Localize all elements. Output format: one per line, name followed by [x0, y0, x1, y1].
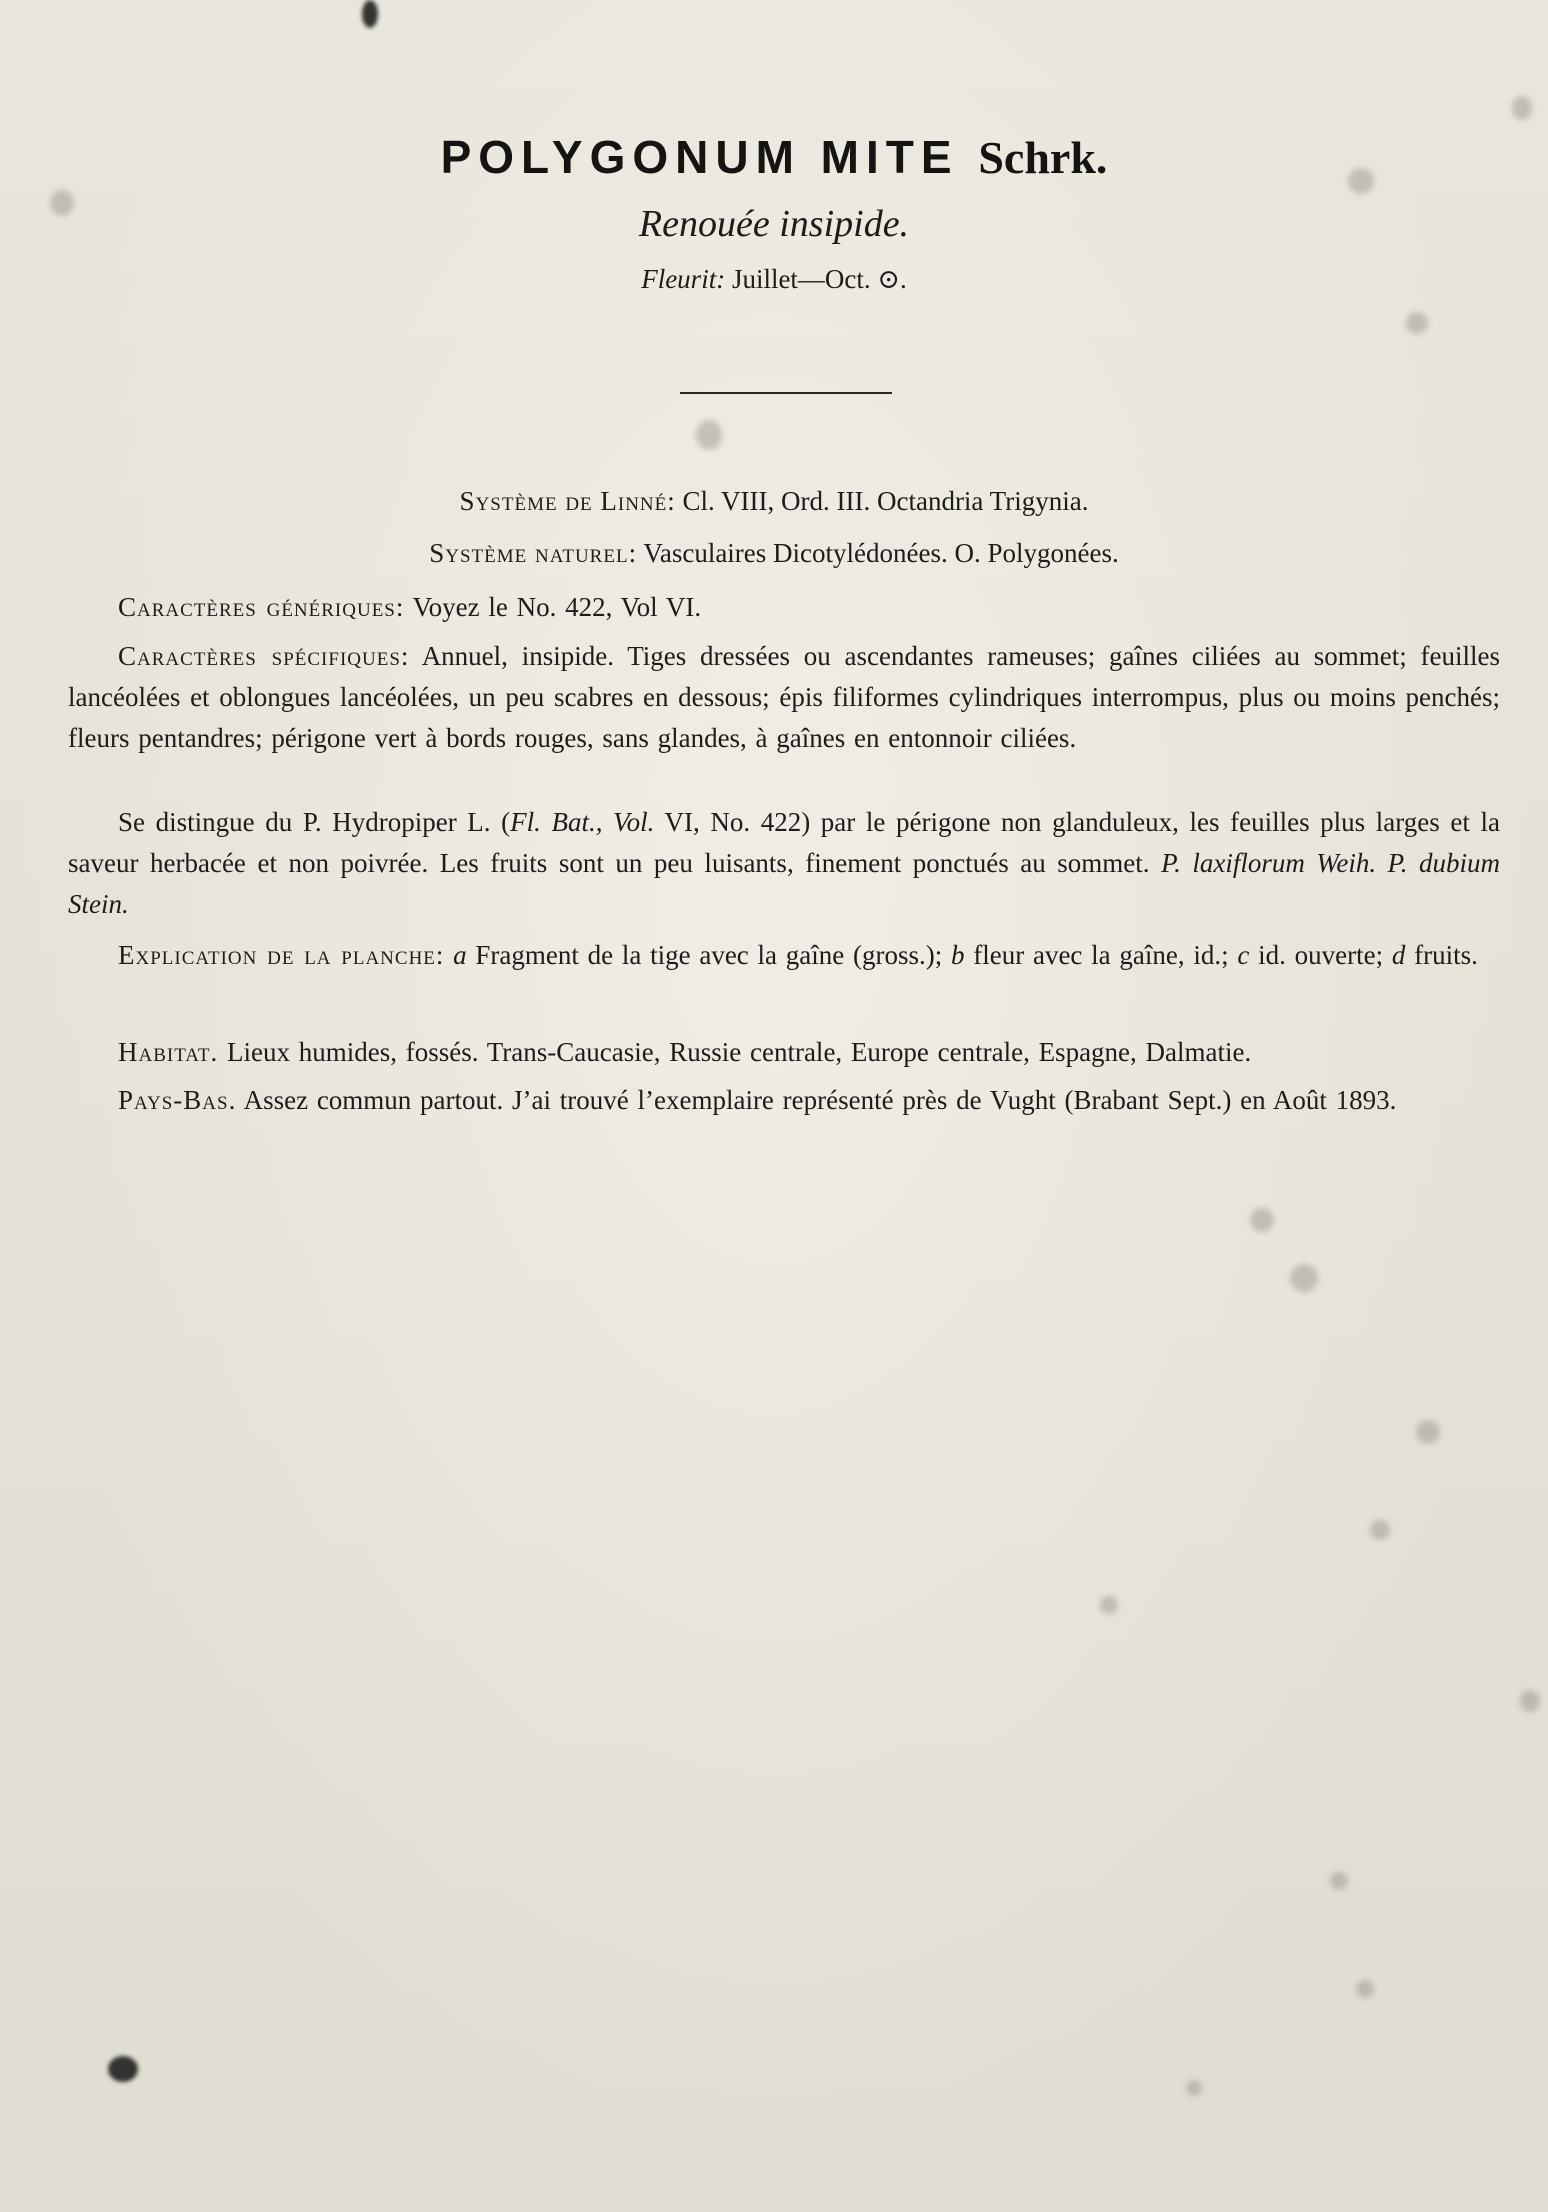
generic-characters	[68, 587, 1500, 628]
flowering-label: Fleurit:	[641, 264, 726, 294]
habitat-label: Habitat.	[118, 1037, 219, 1067]
foxing-spot	[696, 420, 722, 450]
figure-c-text: id. ouverte;	[1249, 940, 1392, 970]
figure-b-letter: b	[951, 940, 965, 970]
foxing-spot	[1356, 1980, 1374, 1998]
ink-spot-top	[362, 0, 378, 28]
netherlands-paragraph	[68, 1080, 1500, 1121]
netherlands-label: Pays-Bas.	[118, 1085, 237, 1115]
distinction-part2: VI, No. 422) par le périgone non glanduleux, les feuilles plus larges et la saveur herbacée et non poivrée. Les fruits sont un peu luisants, finement ponctués au sommet.	[68, 807, 1500, 878]
synonyms: P. laxiflorum Weih. P. dubium Stein.	[68, 848, 1500, 919]
specific-characters	[68, 636, 1500, 759]
title-divider	[680, 392, 892, 394]
foxing-spot	[1330, 1872, 1348, 1890]
foxing-spot	[1100, 1596, 1118, 1614]
natural-value: Vasculaires Dicotylédonées. O. Polygonées.	[643, 538, 1119, 568]
foxing-spot	[1416, 1420, 1440, 1444]
distinction-reference: Fl. Bat., Vol.	[510, 807, 655, 837]
ink-spot-bottom-left	[108, 2056, 138, 2082]
explanation-label: Explication de la planche:	[118, 940, 445, 970]
species-name: POLYGONUM MITE	[440, 131, 959, 183]
distinction-paragraph	[68, 802, 1500, 925]
natural-label: Système naturel:	[429, 538, 638, 568]
foxing-spot	[1406, 312, 1428, 334]
foxing-spot	[1250, 1208, 1274, 1232]
flowering-value: Juillet—Oct. ⊙.	[731, 264, 907, 294]
foxing-spot	[1512, 96, 1532, 120]
figure-d-letter: d	[1391, 940, 1406, 970]
common-name: Renouée insipide.	[638, 203, 910, 245]
figure-a-text: Fragment de la tige avec la gaîne (gross.);	[466, 940, 951, 970]
netherlands-value: Assez commun partout. J’ai trouvé l’exemplaire représenté près de Vught (Brabant Sept.) en Août 1893.	[236, 1085, 1397, 1115]
specific-value: Annuel, insipide. Tiges dressées ou ascendantes rameuses; gaînes ciliées au sommet; feuilles lancéolées et oblongues lancéolées, un peu scabres en dessous; épis filiformes cylindriques interrompus, plus ou moins penchés; fleurs pentandres; périgone vert à bords rouges, sans glandes, à gaînes en entonnoir ciliées.	[68, 641, 1501, 753]
generic-label: Caractères génériques:	[118, 592, 405, 622]
natural-system	[0, 538, 1548, 569]
linne-value: Cl. VIII, Ord. III. Octandria Trigynia.	[682, 486, 1089, 516]
page-title	[0, 130, 1548, 184]
foxing-spot	[1186, 2080, 1202, 2096]
flowering-period	[0, 264, 1548, 295]
linne-label: Système de Linné:	[459, 486, 676, 516]
distinction-part1: Se distingue du P. Hydropiper L. (	[118, 807, 511, 837]
habitat-value: Lieux humides, fossés. Trans-Caucasie, Russie centrale, Europe centrale, Espagne, Dalmatie.	[218, 1037, 1252, 1067]
figure-d-text: fruits.	[1405, 940, 1478, 970]
habitat-paragraph	[68, 1032, 1500, 1073]
specific-label: Caractères spécifiques:	[118, 641, 410, 671]
figure-b-text: fleur avec la gaîne, id.;	[964, 940, 1238, 970]
generic-value: Voyez le No. 422, Vol VI.	[412, 592, 702, 622]
foxing-spot	[1370, 1520, 1390, 1540]
figure-a-letter: a	[453, 940, 467, 970]
species-author: Schrk.	[978, 132, 1108, 183]
figure-c-letter: c	[1237, 940, 1250, 970]
foxing-spot	[1290, 1264, 1318, 1292]
foxing-spot	[1520, 1690, 1540, 1712]
linne-system	[0, 486, 1548, 517]
plate-explanation	[68, 935, 1500, 976]
